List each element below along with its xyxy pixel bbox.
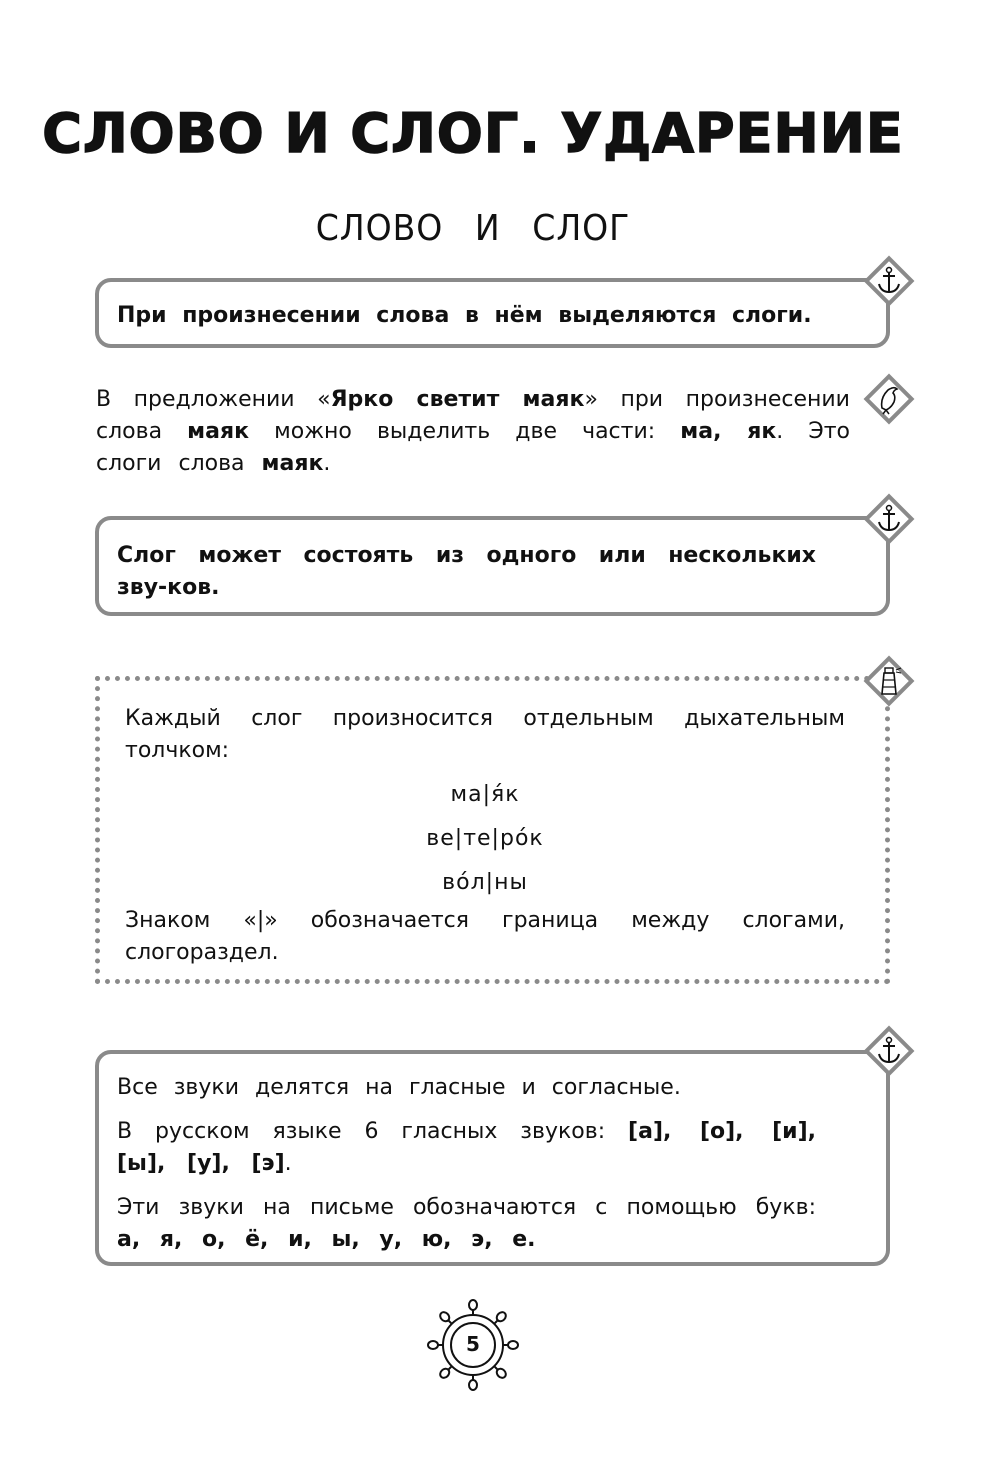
syllable-example: ма|я́к <box>450 782 520 807</box>
vowels-line-1: Все звуки делятся на гласные и согласные. <box>117 1075 681 1100</box>
syllable-example: во́л|ны <box>442 870 528 895</box>
info-intro: Каждый слог произносится отдельным дыхательным толчком: <box>125 706 845 763</box>
dolphin-icon <box>860 370 918 428</box>
syllable-example: ве|те|ро́к <box>426 826 544 851</box>
para-text: В предложении « <box>96 387 331 412</box>
rule-text: При произнесении слова в нём выделяются слоги. <box>117 303 812 328</box>
vowels-text: . <box>284 1151 292 1176</box>
vowels-text: Эти звуки на письме обозначаются с помощью букв: <box>117 1195 816 1220</box>
para-bold-text: маяк <box>261 451 324 476</box>
main-title: СЛОВО И СЛОГ. УДАРЕНИЕ <box>42 102 904 165</box>
page-number: 5 <box>466 1332 480 1356</box>
anchor-icon <box>860 252 918 310</box>
rule-box-syllables <box>95 278 890 348</box>
rule-box-vowels <box>95 1050 890 1266</box>
vowels-line-3 <box>117 1192 816 1256</box>
vowel-sounds: [а], [о], [и], [ы], [у], [э] <box>117 1119 816 1176</box>
para-text: . <box>323 451 331 476</box>
info-note: Знаком «|» обозначается граница между слогами, слогораздел. <box>125 908 845 965</box>
para-bold-text: ма, як <box>680 419 777 444</box>
vowel-letters: а, я, о, ё, и, ы, у, ю, э, е. <box>117 1227 536 1252</box>
page-number-badge <box>426 1298 520 1392</box>
para-bold-text: Ярко светит маяк <box>330 387 585 412</box>
anchor-icon <box>860 490 918 548</box>
anchor-icon <box>860 1022 918 1080</box>
syllable-info-box <box>95 676 890 984</box>
para-text: . Это слоги слова <box>96 419 850 476</box>
para-bold-text: маяк <box>187 419 250 444</box>
vowels-line-2 <box>117 1116 816 1180</box>
example-paragraph <box>96 384 850 480</box>
para-text: можно выделить две части: <box>249 419 681 444</box>
lighthouse-icon <box>860 652 918 710</box>
rule-text: Слог может состоять из одного или нескольких зву-ков. <box>117 543 816 600</box>
vowels-text: В русском языке 6 гласных звуков: <box>117 1119 629 1144</box>
para-text: » при произнесении слова <box>96 387 850 444</box>
rule-box-syllable-sounds <box>95 516 890 616</box>
section-title: СЛОВО И СЛОГ <box>315 208 631 249</box>
